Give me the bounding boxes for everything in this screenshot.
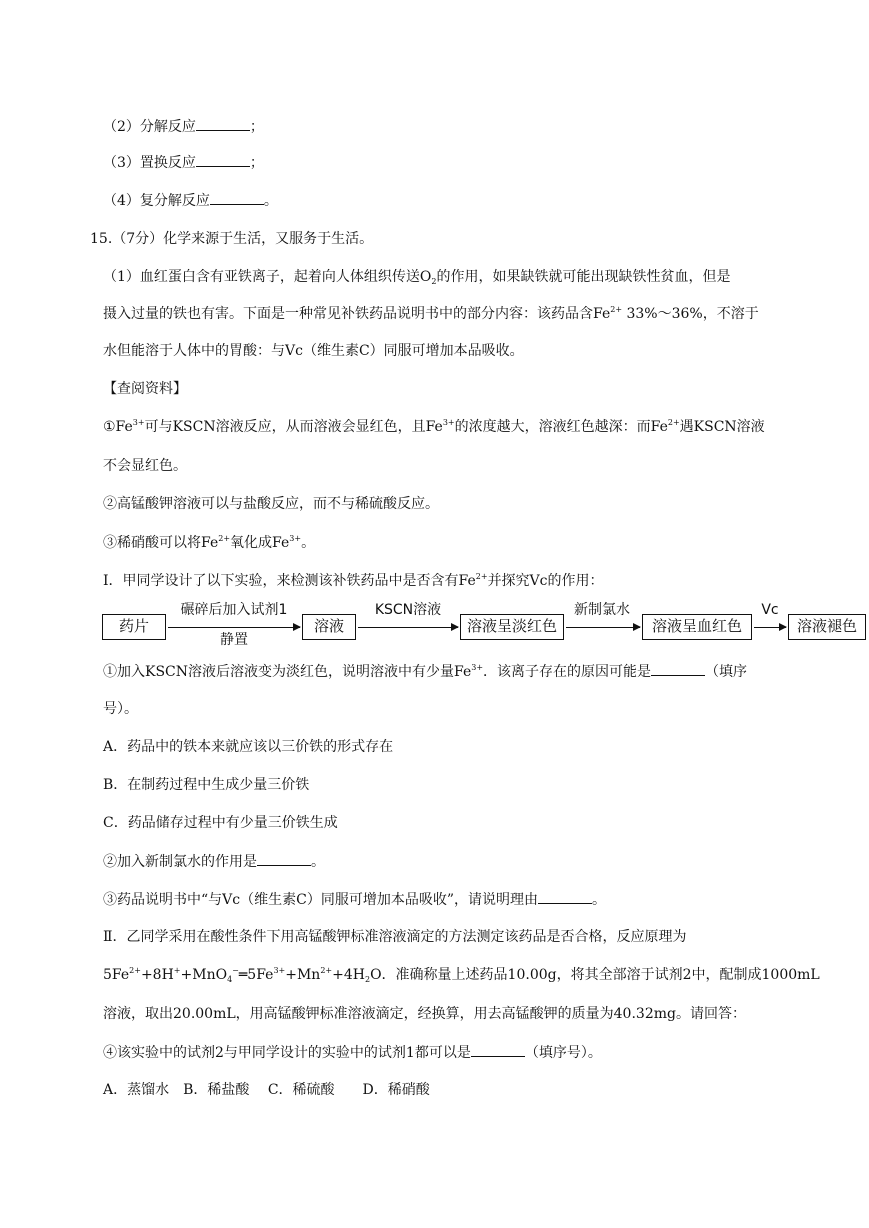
sub-question-2: [103, 851, 325, 872]
part2-line3: 溶液，取出20.00mL，用高锰酸钾标准溶液滴定，经换算，用去高锰酸钾的质量为40.32mg。请回答：: [103, 1006, 746, 1022]
text: 并探究Vc的作用：: [487, 573, 604, 589]
text: 5Fe: [103, 967, 130, 983]
answer-blank[interactable]: [210, 190, 264, 205]
superscript: 3+: [289, 534, 302, 543]
sub-question-3: [103, 889, 606, 910]
flow-arrow-2: [358, 627, 458, 628]
ref-item-1-cont: 不会显红色。: [103, 458, 187, 474]
punct: ；: [249, 155, 264, 171]
ref-item-1: [103, 417, 765, 437]
flow-arrow-1: [168, 627, 300, 628]
text: +8H: [140, 967, 174, 983]
text: （填序: [705, 664, 748, 680]
option-b: B．在制药过程中生成少量三价铁: [103, 777, 310, 793]
item-label: （3）置换反应: [103, 155, 196, 171]
part2-equation-line: [103, 965, 820, 985]
flow-box-pale-red: 溶液呈淡红色: [460, 614, 564, 640]
flow-arrow-4: [754, 627, 786, 628]
text: ═5Fe: [238, 967, 274, 983]
part2-line1: Ⅱ．乙同学采用在酸性条件下用高锰酸钾标准溶液滴定的方法测定该药品是否合格，反应原理为: [103, 929, 687, 945]
text: （填序号）。: [524, 1045, 602, 1061]
text: 的作用，如果缺铁就可能出现缺铁性贫血，但是: [436, 269, 731, 285]
text: 氧化成Fe: [230, 535, 290, 551]
answer-blank[interactable]: [651, 661, 705, 676]
text: ①加入KSCN溶液后溶液变为淡红色，说明溶液中有少量Fe: [103, 664, 472, 680]
ref-item-2: ②高锰酸钾溶液可以与盐酸反应，而不与稀硫酸反应。: [103, 496, 439, 512]
answer-blank[interactable]: [538, 889, 592, 904]
flow-arrow3-label: 新制氯水: [574, 602, 630, 618]
superscript: 2+: [218, 534, 231, 543]
text: 摄入过量的铁也有害。下面是一种常见补铁药品说明书中的部分内容：该药品含Fe: [103, 306, 611, 322]
text: 。: [591, 892, 606, 908]
superscript: 2+: [667, 418, 680, 427]
answer-blank[interactable]: [196, 152, 250, 167]
superscript: 3+: [471, 663, 484, 672]
text: 33%～36%，不溶于: [622, 306, 759, 322]
superscript: 3+: [442, 418, 455, 427]
flow-arrow1-label-bottom: 静置: [220, 632, 248, 648]
q15-header: 15.（7分）化学来源于生活，又服务于生活。: [90, 231, 374, 247]
flow-arrow1-label-top: 碾碎后加入试剂1: [180, 602, 288, 618]
text: 。: [301, 535, 316, 551]
item-label: （2）分解反应: [103, 119, 196, 135]
superscript: 2+: [320, 966, 333, 975]
text: （1）血红蛋白含有亚铁离子，起着向人体组织传送O: [103, 269, 432, 285]
q15-p1-line1: [103, 267, 730, 287]
flow-box-faded: 溶液褪色: [788, 614, 866, 640]
subscript: 2: [364, 975, 371, 984]
superscript: +: [173, 966, 181, 975]
text: ③稀硝酸可以将Fe: [103, 535, 219, 551]
punct: ；: [249, 119, 264, 135]
punct: 。: [263, 193, 278, 209]
option-c: C．药品储存过程中有少量三价铁生成: [103, 815, 338, 831]
answer-blank[interactable]: [257, 851, 311, 866]
ref-item-3: [103, 533, 315, 553]
text: O．准确称量上述药品10.00g，将其全部溶于试剂2中，配制成1000mL: [370, 967, 820, 983]
text: 。: [311, 854, 325, 870]
q15-p1-line3: 水但能溶于人体中的胃酸：与Vc（维生素C）同服可增加本品吸收。: [103, 343, 524, 359]
option-a: A．药品中的铁本来就应该以三价铁的形式存在: [103, 739, 394, 755]
text: +Mn: [285, 967, 321, 983]
superscript: 2+: [610, 305, 623, 314]
subscript: 4: [227, 975, 233, 984]
sub-question-4: [103, 1042, 602, 1063]
q14-item-displacement: [103, 152, 264, 173]
answer-blank[interactable]: [471, 1042, 525, 1057]
text: ②加入新制氯水的作用是: [103, 854, 257, 870]
sub-question-1: [103, 661, 747, 682]
text: Ⅰ．甲同学设计了以下实验，来检测该补铁药品中是否含有Fe: [103, 573, 476, 589]
superscript: 2+: [475, 572, 488, 581]
text: +4H: [332, 967, 365, 983]
sub-question-4-options: A．蒸馏水 B．稀盐酸 C．稀硫酸 D．稀硝酸: [103, 1082, 430, 1098]
flow-box-solution: 溶液: [302, 614, 356, 640]
superscript: −: [232, 966, 239, 975]
flow-arrow-3: [566, 627, 640, 628]
text: 遇KSCN溶液: [679, 419, 765, 435]
q14-item-double-displacement: [103, 190, 278, 211]
flow-arrow2-label: KSCN溶液: [374, 602, 442, 618]
text: +MnO: [180, 967, 228, 983]
flow-box-blood-red: 溶液呈血红色: [642, 614, 752, 640]
text: 可与KSCN溶液反应，从而溶液会显红色，且Fe: [144, 419, 443, 435]
item-label: （4）复分解反应: [103, 193, 210, 209]
text: ．该离子存在的原因可能是: [483, 664, 652, 680]
q14-item-decomposition: [103, 116, 264, 137]
answer-blank[interactable]: [196, 116, 250, 131]
flow-arrow4-label: Vc: [761, 602, 779, 618]
text: ①Fe: [103, 419, 133, 435]
superscript: 3+: [273, 966, 286, 975]
q15-p1-line2: [103, 304, 759, 324]
flow-box-tablet: 药片: [102, 614, 166, 640]
text: 的浓度越大，溶液红色越深：而Fe: [454, 419, 668, 435]
superscript: 3+: [132, 418, 145, 427]
part1-intro: [103, 571, 604, 591]
sub-question-1-cont: 号）。: [103, 701, 138, 717]
superscript: 2+: [129, 966, 141, 975]
ref-heading: 【查阅资料】: [103, 381, 187, 397]
text: ③药品说明书中“与Vc（维生素C）同服可增加本品吸收”，请说明理由: [103, 892, 538, 908]
subscript: 2: [431, 277, 437, 286]
text: ④该实验中的试剂2与甲同学设计的实验中的试剂1都可以是: [103, 1045, 471, 1061]
experiment-flow-diagram: [100, 604, 868, 656]
